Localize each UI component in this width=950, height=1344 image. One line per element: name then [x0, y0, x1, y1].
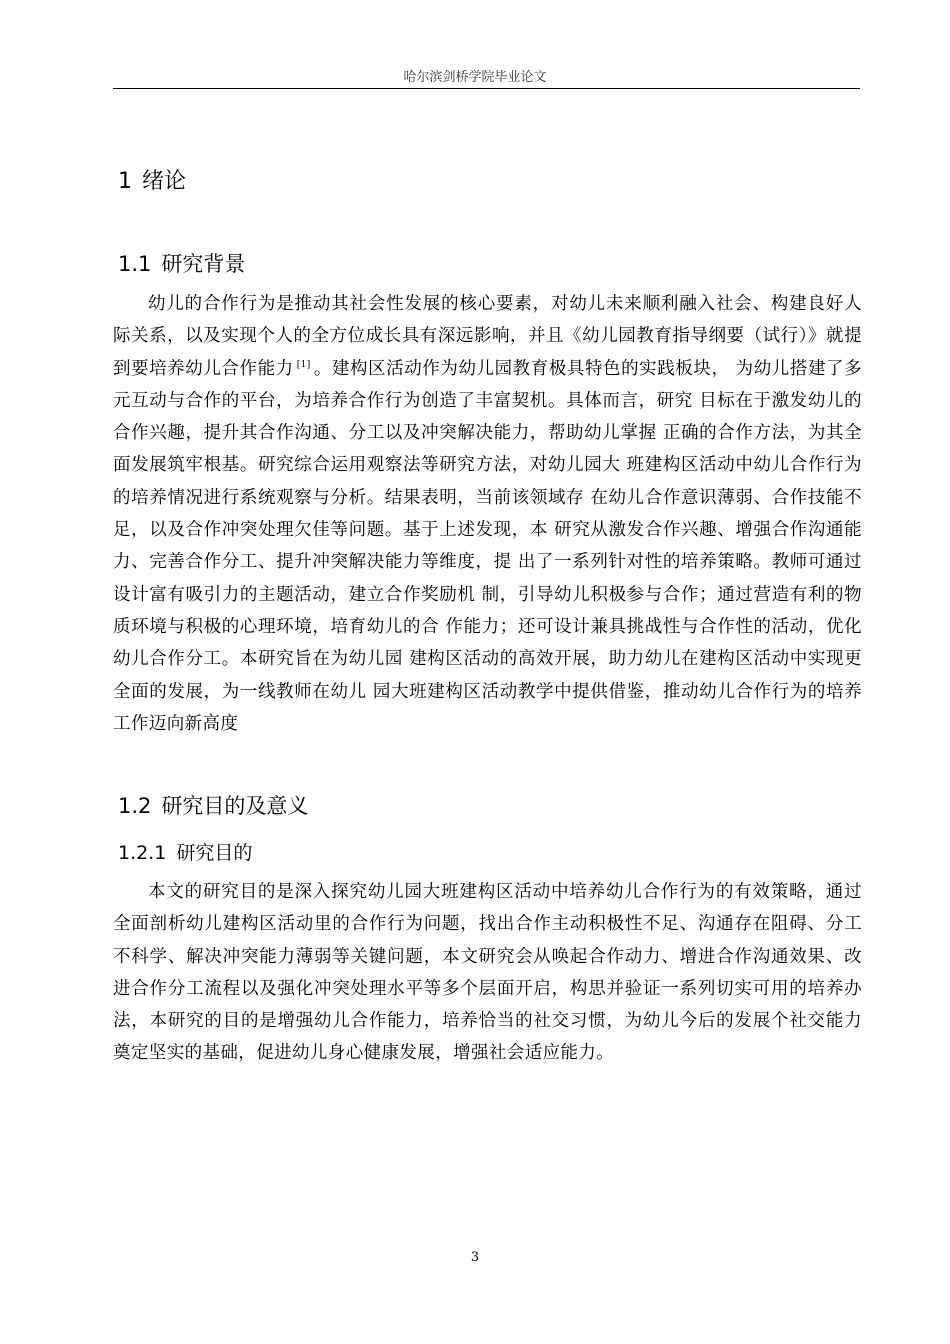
section-number: 1.1 — [118, 252, 152, 276]
chapter-title: 绪论 — [142, 169, 187, 194]
chapter-heading — [118, 164, 186, 195]
section-number: 1.2 — [118, 794, 152, 818]
page-number: 3 — [470, 1250, 480, 1265]
background-paragraph — [113, 288, 862, 740]
paragraph-text: 幼儿的合作行为是推动其社会性发展的核心要素，对幼儿未来顺利融入社会、构建良好人际关系，以及实现个人的全方位成长具有深远影响，并且《幼儿园教育指导纲要（试行）》就提到要培养幼儿合作能力 — [113, 294, 862, 379]
subsection-heading-1-2-1 — [118, 838, 252, 865]
chapter-number: 1 — [118, 169, 132, 194]
subsection-title: 研究目的 — [176, 842, 253, 864]
citation-marker: [1] — [296, 359, 311, 370]
subsection-number: 1.2.1 — [118, 842, 167, 864]
section-title: 研究目的及意义 — [161, 794, 309, 818]
section-heading-1-1 — [118, 248, 245, 278]
section-heading-1-2 — [118, 790, 308, 820]
header-rule — [113, 88, 860, 89]
section-title: 研究背景 — [161, 252, 246, 276]
paragraph-text: 。建构区活动作为幼儿园教育极具特色的实践板块， 为幼儿搭建了多元互动与合作的平台，为培养合作行为创造了丰富契机。具体而言，研究 目标在于激发幼儿的合作兴趣，提升其合作沟通、分工以及冲突解决能力，帮助幼儿掌握 正确的合作方法，为其全面发展筑牢根基。研究综合运用观察法等研究方法，对幼儿园大 班建构区活动中幼儿合作行为的培养情况进行系统观察与分析。结果表明，当前该领域存 在幼儿合作意识薄弱、合作技能不足，以及合作冲突处理欠佳等问题。基于上述发现，本 研究从激发合作兴趣、增强合作沟通能力、完善合作分工、提升冲突解决能力等维度，提 出了一系列针对性的培养策略。教师可通过设计富有吸引力的主题活动，建立合作奖励机 制，引导幼儿积极参与合作；通过营造有利的物质环境与积极的心理环境，培育幼儿的合 作能力；还可设计兼具挑战性与合作性的活动，优化幼儿合作分工。本研究旨在为幼儿园 建构区活动的高效开展，助力幼儿在建构区活动中实现更全面的发展，为一线教师在幼儿 园大班建构区活动教学中提供借鉴，推动幼儿合作行为的培养工作迈向新高度 — [113, 358, 862, 734]
purpose-paragraph: 本文的研究目的是深入探究幼儿园大班建构区活动中培养幼儿合作行为的有效策略，通过全面剖析幼儿建构区活动里的合作行为问题，找出合作主动积极性不足、沟通存在阻碍、分工不科学、解决冲突能力薄弱等关键问题，本文研究会从唤起合作动力、增进合作沟通效果、改进合作分工流程以及强化冲突处理水平等多个层面开启，构思并验证一系列切实可用的培养办法，本研究的目的是增强幼儿合作能力，培养恰当的社交习惯，为幼儿今后的发展个社交能力奠定坚实的基础，促进幼儿身心健康发展，增强社会适应能力。 — [113, 882, 862, 1064]
running-header: 哈尔滨剑桥学院毕业论文 — [403, 70, 547, 85]
